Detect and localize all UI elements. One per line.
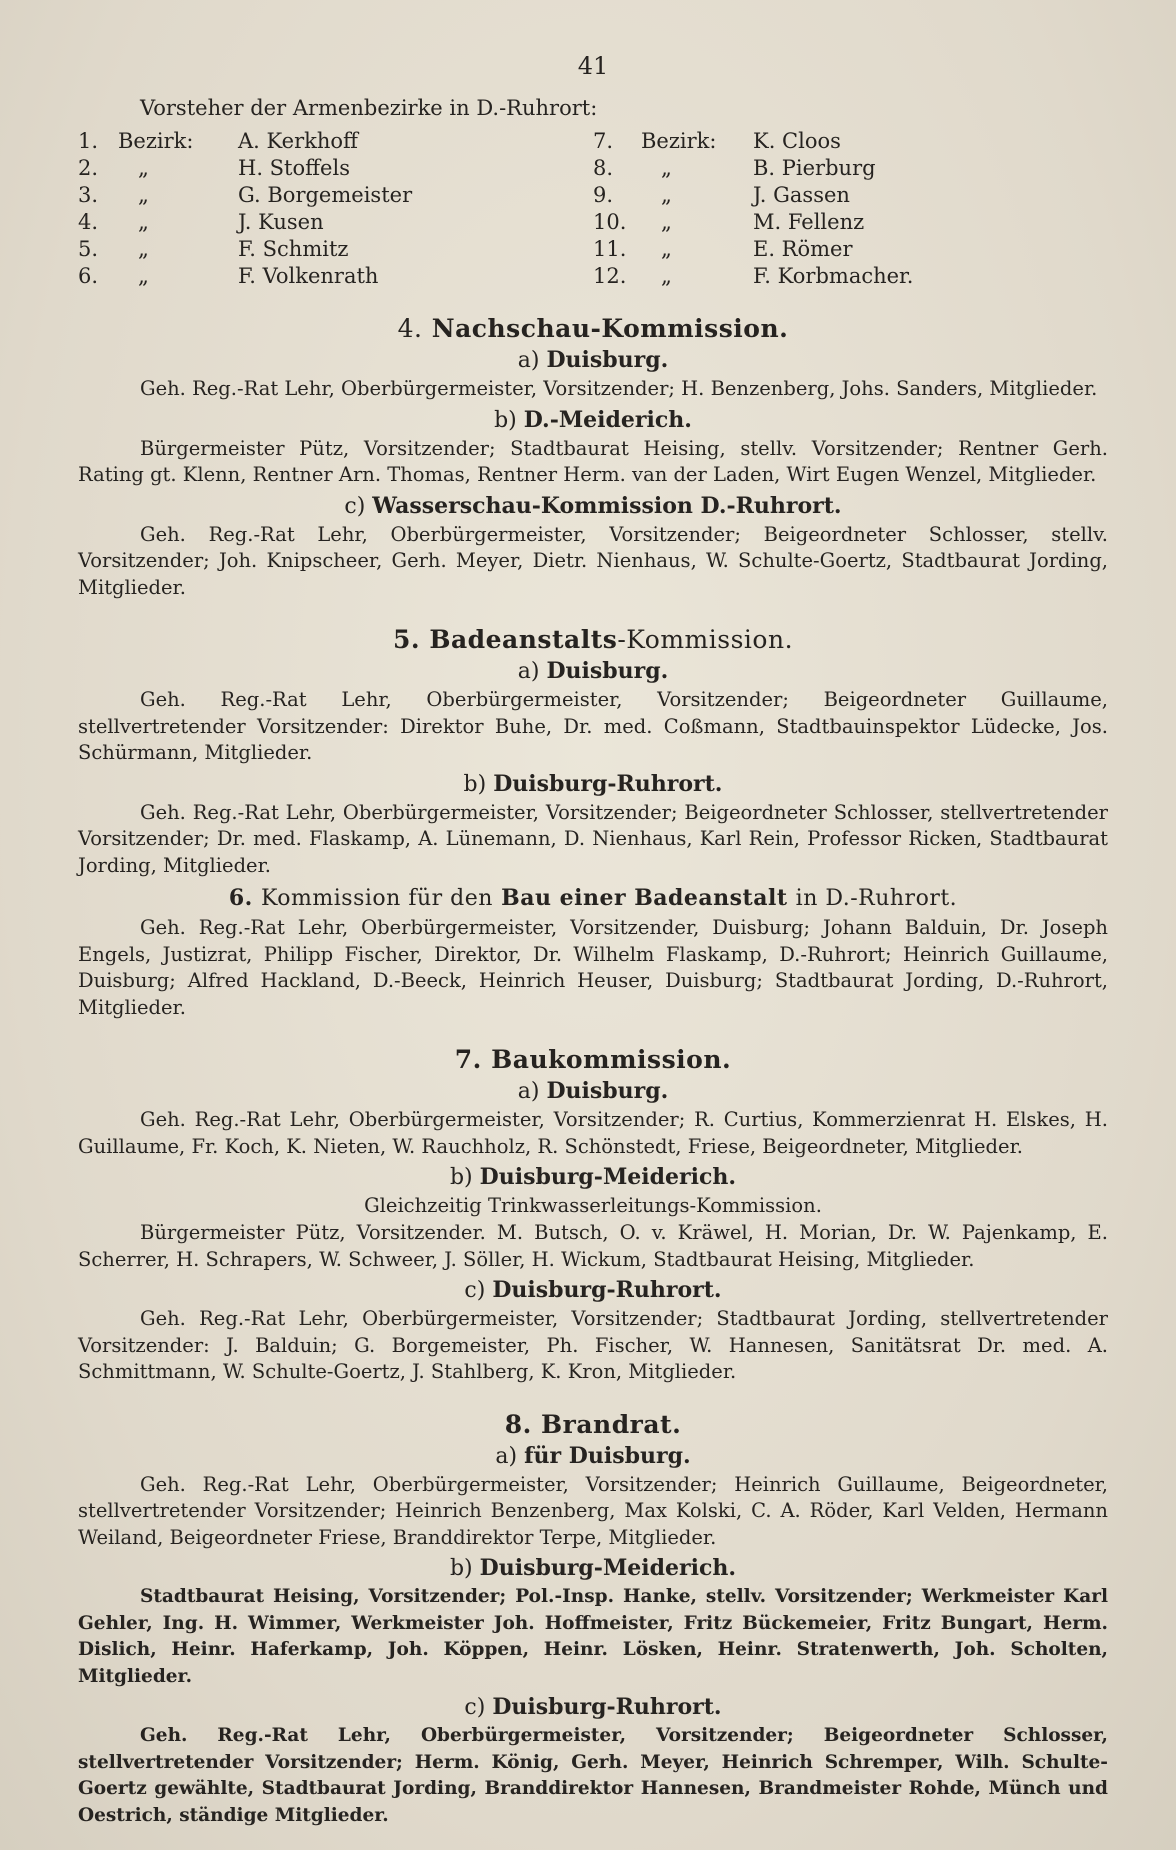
- subsection-label: b): [494, 407, 517, 433]
- bezirk-name: G. Borgemeister: [238, 183, 413, 207]
- section-4c-text: Geh. Reg.-Rat Lehr, Oberbürgermeister, Vorsitzender; Beigeordneter Schlosser, stellv. Vorsitzender; Joh. Knipscheer, Gerh. Meyer, Dietr. Nienhaus, W. Schulte-Goertz, Stadtbaurat Jording, Mitglieder.: [78, 522, 1108, 599]
- subsection-label: a): [517, 659, 540, 684]
- bezirk-name: J. Kusen: [238, 210, 324, 234]
- bezirk-number: 12.: [593, 264, 627, 288]
- list-item: [593, 182, 1108, 209]
- page-number: 41: [577, 52, 609, 80]
- bezirk-number: 1.: [78, 129, 99, 153]
- subsection-8b-title: [78, 1555, 1108, 1581]
- bezirk-number: 6.: [78, 264, 99, 288]
- section-8a-text: Geh. Reg.-Rat Lehr, Oberbürgermeister, Vorsitzender; Heinrich Guillaume, Beigeordneter, stellvertretender Vorsitzender; Heinrich Benzenberg, Max Kolski, C. A. Röder, Karl Velden, Hermann Weiland, Beigeordneter Friese, Branddirektor Terpe, Mitglieder.: [78, 1472, 1108, 1549]
- list-item: [593, 209, 1108, 236]
- section-8-title: [78, 1410, 1108, 1439]
- bezirk-label: „: [661, 156, 672, 180]
- bezirk-name: F. Korbmacher.: [753, 264, 914, 288]
- bezirk-name: A. Kerkhoff: [238, 129, 358, 153]
- bezirk-name: K. Cloos: [753, 129, 841, 153]
- section-heading-rest: -Kommission.: [617, 625, 794, 654]
- section-4a-text: Geh. Reg.-Rat Lehr, Oberbürgermeister, Vorsitzender; H. Benzenberg, Johs. Sanders, Mitglieder.: [140, 377, 1098, 400]
- subsection-5b-title: [78, 771, 1108, 797]
- list-item: [593, 263, 1108, 290]
- subsection-4c-title: [78, 493, 1108, 519]
- list-item: [78, 155, 593, 182]
- subsection-label: a): [517, 1079, 540, 1104]
- bezirk-name: B. Pierburg: [753, 156, 876, 180]
- bezirk-label: „: [661, 183, 672, 207]
- subsection-heading: D.-Meiderich.: [523, 406, 692, 433]
- subsection-heading: Wasserschau-Kommission D.-Ruhrort.: [372, 492, 842, 519]
- subsection-label: a): [517, 348, 540, 373]
- bezirk-number: 3.: [78, 183, 99, 207]
- section-6-text: Geh. Reg.-Rat Lehr, Oberbürgermeister, Vorsitzender, Duisburg; Johann Balduin, Dr. Joseph Engels, Justizrat, Philipp Fischer, Direktor, Dr. Wilhelm Flaskamp, D.-Ruhrort; Heinrich Guillaume, Duisburg; Alfred Hackland, D.-Beeck, Heinrich Heuser, Duisburg; Stadtbaurat Jording, D.-Ruhrort, Mitglieder.: [78, 916, 1108, 1019]
- section-7b-text: Bürgermeister Pütz, Vorsitzender. M. Butsch, O. v. Kräwel, H. Morian, Dr. W. Pajenkamp, E. Scherrer, H. Schrapers, W. Schweer, J. Söller, H. Wickum, Stadtbaurat Heising, Mitglieder.: [78, 1221, 1108, 1271]
- section-4b-text: Bürgermeister Pütz, Vorsitzender; Stadtbaurat Heising, stellv. Vorsitzender; Rentner Gerh. Rating gt. Klenn, Rentner Arn. Thomas, Rentner Herm. van der Laden, Wirt Eugen Wenzel, Mitglieder.: [78, 436, 1108, 486]
- bezirk-label: „: [138, 183, 149, 207]
- bezirke-list: [78, 128, 1108, 290]
- bezirk-label: „: [138, 264, 149, 288]
- subsection-4a-title: [78, 347, 1108, 373]
- section-5a-text: Geh. Reg.-Rat Lehr, Oberbürgermeister, Vorsitzender; Beigeordneter Guillaume, stellvertretender Vorsitzender: Direktor Buhe, Dr. med. Coßmann, Stadtbauinspektor Lüdecke, Jos. Schürmann, Mitglieder.: [78, 688, 1108, 764]
- section-heading-bold: Badeanstalts: [429, 625, 618, 654]
- intro-line: Vorsteher der Armenbezirke in D.-Ruhrort:: [140, 96, 598, 120]
- subsection-8a-title: [78, 1443, 1108, 1469]
- subsection-label: a): [495, 1443, 518, 1469]
- list-item: [593, 236, 1108, 263]
- bezirk-name: F. Schmitz: [238, 237, 349, 261]
- subsection-heading: Duisburg.: [546, 347, 669, 373]
- section-number: 4.: [397, 314, 423, 343]
- subsection-label: b): [463, 771, 487, 797]
- list-item: [593, 128, 1108, 155]
- list-item: [78, 209, 593, 236]
- section-4-title: [78, 314, 1108, 343]
- page-content: [78, 52, 1108, 1829]
- section-5b-text: Geh. Reg.-Rat Lehr, Oberbürgermeister, Vorsitzender; Beigeordneter Schlosser, stellvertretender Vorsitzender; Dr. med. Flaskamp, A. Lünemann, D. Nienhaus, Karl Rein, Professor Ricken, Stadtbaurat Jording, Mitglieder.: [78, 800, 1108, 877]
- section-heading-bold: Bau einer Badeanstalt: [501, 885, 788, 911]
- section-heading: Nachschau-Kommission.: [431, 314, 789, 343]
- subsection-7a-title: [78, 1078, 1108, 1104]
- subsection-7c-title: [78, 1277, 1108, 1303]
- subsection-label: b): [449, 1165, 473, 1190]
- bezirk-label: „: [138, 210, 149, 234]
- subsection-heading: Duisburg-Ruhrort.: [493, 770, 723, 797]
- list-item: [78, 182, 593, 209]
- subsection-label: c): [344, 493, 366, 519]
- section-heading-pre: Kommission für den: [260, 886, 493, 911]
- subsection-label: b): [449, 1556, 473, 1581]
- section-number: 5.: [392, 625, 421, 654]
- bezirk-label: „: [138, 237, 149, 261]
- subsection-heading: für Duisburg.: [524, 1442, 691, 1469]
- section-number: 7.: [454, 1045, 482, 1074]
- section-5-title: [78, 625, 1108, 654]
- subsection-7b-title: [78, 1164, 1108, 1190]
- section-7-title: [78, 1045, 1108, 1074]
- section-heading: Brandrat.: [541, 1409, 682, 1439]
- bezirk-number: 4.: [78, 210, 99, 234]
- list-item: [78, 236, 593, 263]
- bezirk-label: „: [661, 210, 672, 234]
- bezirk-name: F. Volkenrath: [238, 264, 379, 288]
- bezirk-name: M. Fellenz: [753, 210, 865, 234]
- section-8b-text: Stadtbaurat Heising, Vorsitzender; Pol.-Insp. Hanke, stellv. Vorsitzender; Werkmeister Karl Gehler, Ing. H. Wimmer, Werkmeister Joh. Hoffmeister, Fritz Bückemeier, Fritz Bungart, Herm. Dislich, Heinr. Haferkamp, Joh. Köppen, Heinr. Lösken, Heinr. Stratenwerth, Joh. Scholten, Mitglieder.: [78, 1586, 1108, 1687]
- subsection-8c-title: [78, 1694, 1108, 1720]
- section-heading-post: in D.-Ruhrort.: [795, 886, 958, 911]
- bezirk-number: 5.: [78, 237, 99, 261]
- bezirk-name: H. Stoffels: [238, 156, 350, 180]
- bezirk-name: E. Römer: [753, 237, 853, 261]
- bezirk-number: 9.: [593, 183, 614, 207]
- subsection-label: c): [464, 1695, 486, 1720]
- subsection-heading: Duisburg-Ruhrort.: [492, 1694, 722, 1720]
- subsection-heading: Duisburg-Ruhrort.: [492, 1277, 722, 1303]
- bezirk-number: 7.: [593, 129, 614, 153]
- list-item: [78, 128, 593, 155]
- section-7c-text: Geh. Reg.-Rat Lehr, Oberbürgermeister, Vorsitzender; Stadtbaurat Jording, stellvertretender Vorsitzender: J. Balduin; G. Borgemeister, Ph. Fischer, W. Hannesen, Sanitätsrat Dr. med. A. Schmittmann, W. Schulte-Goertz, J. Stahlberg, K. Kron, Mitglieder.: [78, 1307, 1108, 1383]
- subsection-7b-note: Gleichzeitig Trinkwasserleitungs-Kommission.: [364, 1194, 822, 1217]
- subsection-4b-title: [78, 407, 1108, 433]
- bezirk-label: „: [661, 264, 672, 288]
- bezirk-number: 2.: [78, 156, 99, 180]
- subsection-label: c): [464, 1278, 486, 1303]
- section-number: 6.: [228, 885, 253, 911]
- list-item: [593, 155, 1108, 182]
- subsection-heading: Duisburg.: [546, 658, 669, 684]
- bezirk-name: J. Gassen: [753, 183, 850, 207]
- subsection-heading: Duisburg.: [546, 1078, 669, 1104]
- list-item: [78, 263, 593, 290]
- bezirk-number: 11.: [593, 237, 627, 261]
- section-7a-text: Geh. Reg.-Rat Lehr, Oberbürgermeister, Vorsitzender; R. Curtius, Kommerzienrat H. Elskes, H. Guillaume, Fr. Koch, K. Nieten, W. Rauchholz, R. Schönstedt, Friese, Beigeordneter, Mitglieder.: [78, 1108, 1108, 1158]
- subsection-heading: Duisburg-Meiderich.: [479, 1555, 737, 1581]
- bezirk-label: Bezirk:: [641, 129, 717, 153]
- bezirk-label: „: [138, 156, 149, 180]
- section-number: 8.: [504, 1409, 532, 1439]
- section-heading: Baukommission.: [491, 1045, 732, 1074]
- bezirk-label: „: [661, 237, 672, 261]
- bezirk-number: 10.: [593, 210, 627, 234]
- subsection-heading: Duisburg-Meiderich.: [479, 1164, 737, 1190]
- bezirk-label: Bezirk:: [118, 129, 194, 153]
- subsection-5a-title: [78, 658, 1108, 684]
- bezirk-number: 8.: [593, 156, 614, 180]
- section-6-title: [78, 885, 1108, 911]
- bezirke-right-column: [593, 128, 1108, 290]
- section-8c-text: Geh. Reg.-Rat Lehr, Oberbürgermeister, Vorsitzender; Beigeordneter Schlosser, stellvertretender Vorsitzender; Herm. König, Gerh. Meyer, Heinrich Schremper, Wilh. Schulte-Goertz gewählte, Stadtbaurat Jording, Branddirektor Hannesen, Brandmeister Rohde, Münch und Oestrich, ständige Mitglieder.: [78, 1725, 1108, 1826]
- bezirke-left-column: [78, 128, 593, 290]
